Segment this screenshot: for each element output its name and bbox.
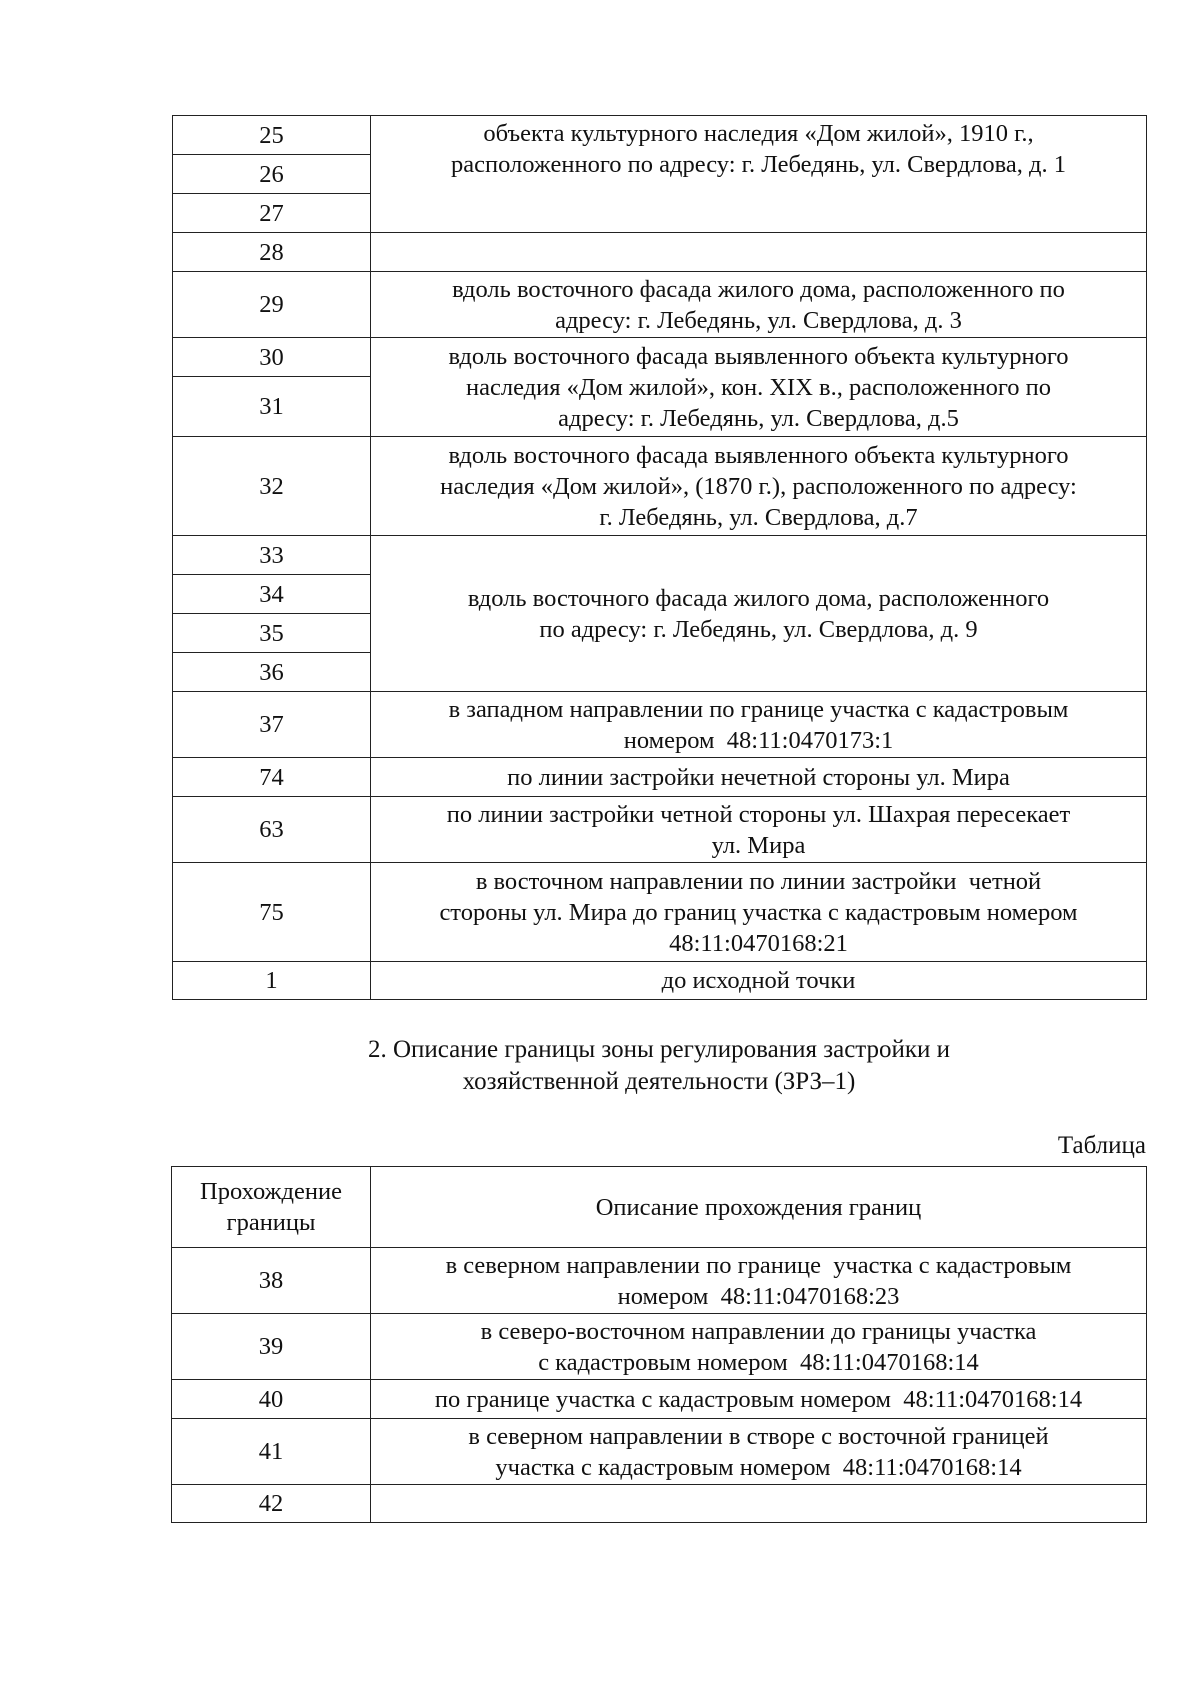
point-number: 63 [173,797,371,863]
column-header-description: Описание прохождения границ [371,1167,1147,1248]
column-header-point [172,1167,371,1248]
description-line: по линии застройки четной стороны ул. Шахрая пересекает [446,800,1071,828]
boundary-description [371,1485,1147,1523]
table-caption: Таблица [1057,1132,1146,1159]
header-line: границы [226,1209,316,1236]
table-row [173,233,1147,272]
table-row [173,863,1147,962]
table-row [173,116,1147,155]
boundary-description [371,233,1147,272]
boundary-description [371,1248,1147,1314]
boundary-description [371,536,1147,692]
description-line: по границе участка с кадастровым номером 48:11:0470168:14 [434,1385,1083,1413]
table-row [173,797,1147,863]
description-line: в северном направлении по границе участка с кадастровым [445,1251,1072,1279]
point-number: 1 [173,962,371,1000]
point-number: 38 [172,1248,371,1314]
point-number: 30 [173,338,371,377]
point-number: 35 [173,614,371,653]
description-line: по адресу: г. Лебедянь, ул. Свердлова, д. 9 [539,615,978,643]
boundary-table-continued [172,115,1147,1000]
description-line: вдоль восточного фасада выявленного объекта культурного [448,342,1069,370]
boundary-description [371,338,1147,437]
section-heading: 2. Описание границы зоны регулирования застройки и [367,1036,951,1063]
point-number: 74 [173,758,371,797]
point-number: 40 [172,1380,371,1419]
boundary-description [371,1380,1147,1419]
point-number: 36 [173,653,371,692]
point-number: 26 [173,155,371,194]
point-number: 32 [173,437,371,536]
point-number: 41 [172,1419,371,1485]
table-row [173,272,1147,338]
section-heading-continued: хозяйственной деятельности (ЗРЗ–1) [462,1068,856,1095]
table-row [173,758,1147,797]
description-line: участка с кадастровым номером 48:11:0470168:14 [495,1453,1022,1481]
table-row [173,692,1147,758]
point-number: 34 [173,575,371,614]
table-row [173,962,1147,1000]
description-line: адресу: г. Лебедянь, ул. Свердлова, д. 3 [555,306,962,334]
table-row [173,536,1147,575]
description-line: с кадастровым номером 48:11:0470168:14 [538,1348,979,1376]
table-row [172,1419,1147,1485]
table-row [172,1314,1147,1380]
boundary-description [371,758,1147,797]
description-line: адресу: г. Лебедянь, ул. Свердлова, д.5 [558,404,959,432]
boundary-description [371,1419,1147,1485]
description-line: наследия «Дом жилой», (1870 г.), расположенного по адресу: [440,472,1077,500]
boundary-description [371,962,1147,1000]
boundary-description [371,692,1147,758]
description-line: номером 48:11:0470173:1 [623,726,894,754]
description-line: вдоль восточного фасада жилого дома, расположенного по [452,275,1065,303]
table-row [173,338,1147,377]
point-number: 37 [173,692,371,758]
point-number: 39 [172,1314,371,1380]
description-line: в западном направлении по границе участка с кадастровым [448,695,1069,723]
description-line: объекта культурного наследия «Дом жилой», 1910 г., [483,120,1034,147]
point-number: 27 [173,194,371,233]
description-line: вдоль восточного фасада выявленного объекта культурного [448,441,1069,469]
description-line: в северном направлении в створе с восточной границей [468,1422,1049,1450]
point-number: 29 [173,272,371,338]
description-line: стороны ул. Мира до границ участка с кадастровым номером [439,898,1078,926]
description-line: до исходной точки [661,967,856,994]
header-line: Прохождение [200,1178,342,1205]
boundary-description [371,1314,1147,1380]
description-line: номером 48:11:0470168:23 [617,1282,900,1310]
description-line: ул. Мира [711,831,806,859]
table-row [173,437,1147,536]
description-line: 48:11:0470168:21 [669,929,848,957]
boundary-description [371,797,1147,863]
description-line: наследия «Дом жилой», кон. XIX в., расположенного по [465,373,1052,401]
point-number: 25 [173,116,371,155]
table-header-row [172,1167,1147,1248]
description-line: по линии застройки нечетной стороны ул. Мира [507,763,1010,791]
description-line: г. Лебедянь, ул. Свердлова, д.7 [599,503,918,531]
boundary-description [371,272,1147,338]
point-number: 31 [173,377,371,437]
table-row [172,1380,1147,1419]
description-line: в северо-восточном направлении до границы участка [480,1317,1037,1345]
zrz-boundary-table [171,1166,1147,1523]
point-number: 42 [172,1485,371,1523]
description-line: в восточном направлении по линии застройки четной [475,867,1042,895]
point-number: 75 [173,863,371,962]
boundary-description [371,437,1147,536]
boundary-description [371,116,1147,233]
boundary-description [371,863,1147,962]
point-number: 28 [173,233,371,272]
table-row [172,1485,1147,1523]
description-line: расположенного по адресу: г. Лебедянь, ул. Свердлова, д. 1 [451,151,1066,178]
point-number: 33 [173,536,371,575]
description-line: вдоль восточного фасада жилого дома, расположенного [467,584,1050,612]
table-row [172,1248,1147,1314]
